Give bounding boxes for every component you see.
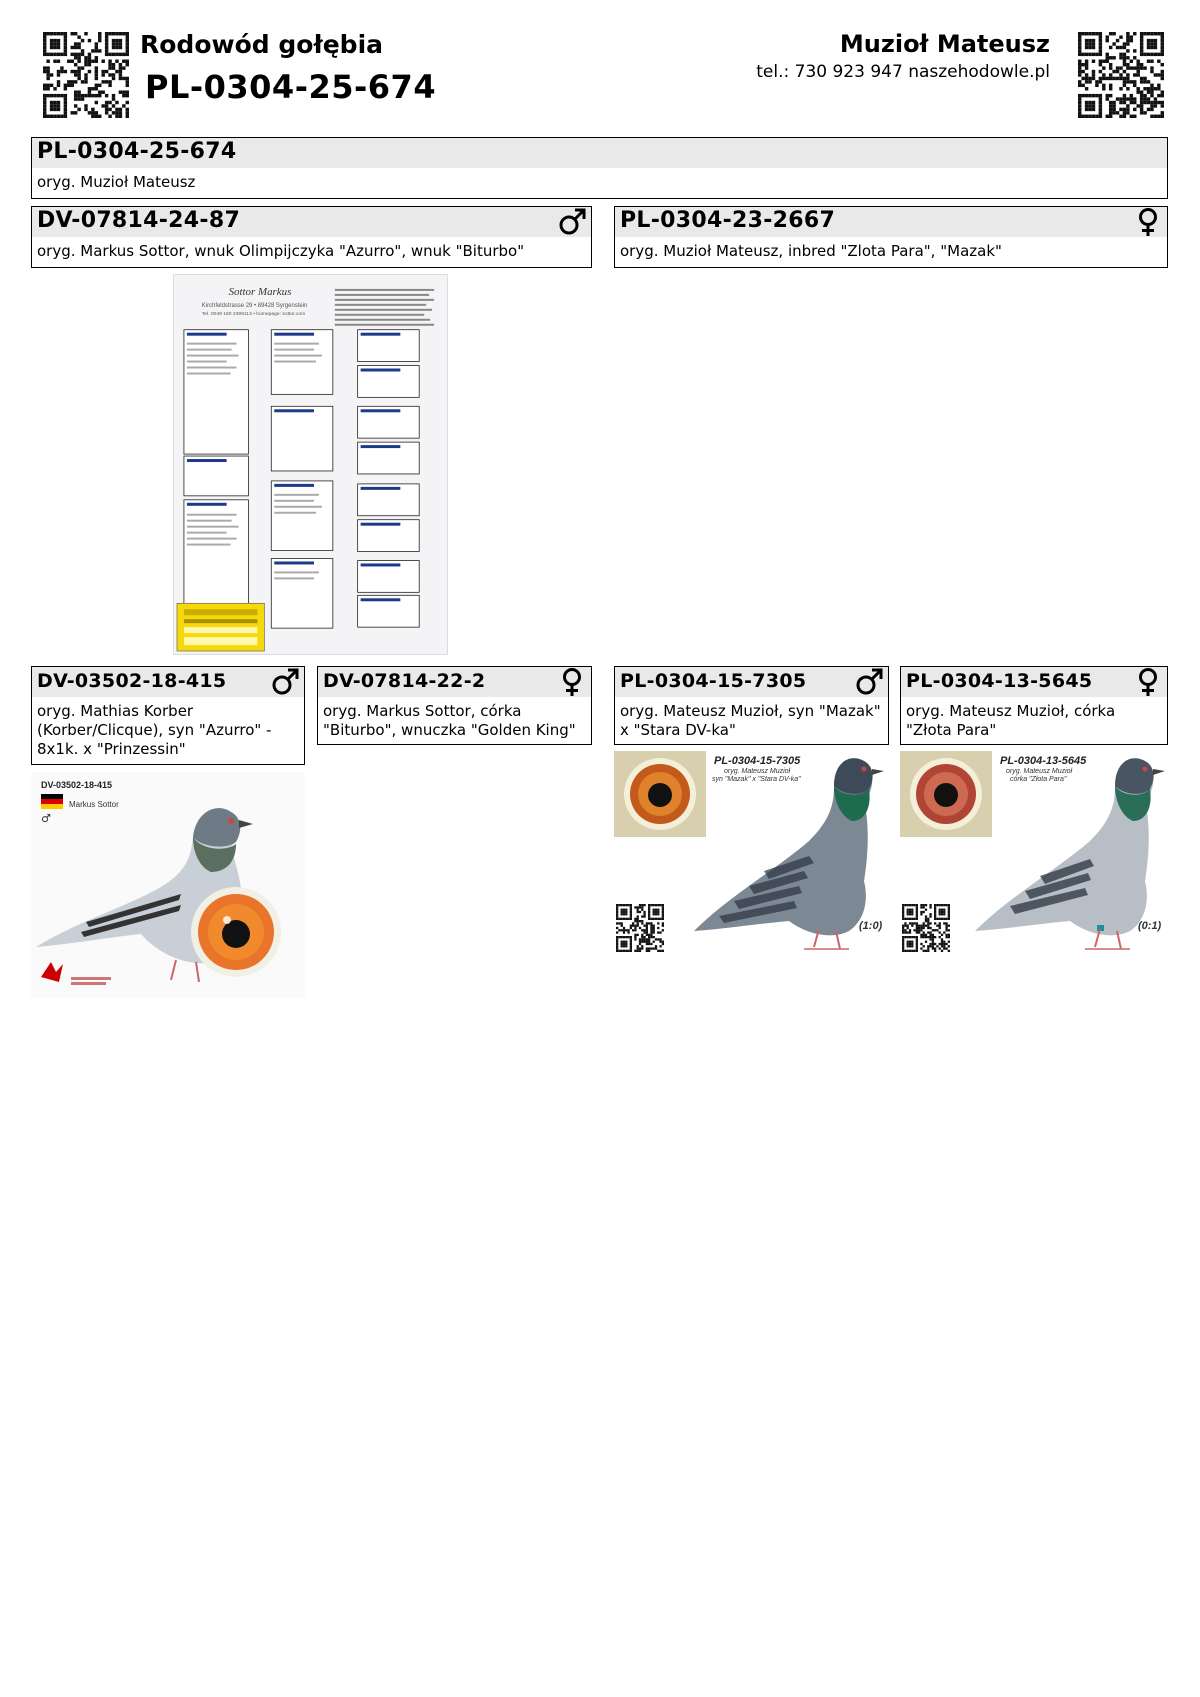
owner-name: Muzioł Mateusz	[839, 30, 1050, 58]
photo-1-ring-label: DV-03502-18-415	[41, 780, 113, 790]
grandparent-4-photo	[900, 751, 1168, 957]
qr-code-icon	[43, 32, 129, 118]
photo-4-line1: oryg. Mateusz Muzioł	[1006, 768, 1073, 775]
mother-card	[614, 206, 1168, 268]
qr-code-icon	[616, 904, 664, 952]
photo-4-ring-label: PL-0304-13-5645	[1000, 755, 1087, 767]
grandparent-2-ring: DV-07814-22-2	[323, 670, 486, 692]
father-desc: oryg. Markus Sottor, wnuk Olimpijczyka "Azurro", wnuk "Biturbo"	[37, 242, 525, 260]
grandparent-3-photo	[614, 751, 889, 957]
photo-3-line2: syn "Mazak" x "Stara DV-ka"	[712, 776, 801, 783]
grandparent-card-1	[31, 666, 305, 765]
grandparent-3-ring: PL-0304-15-7305	[620, 670, 807, 692]
grandparent-4-ring: PL-0304-13-5645	[906, 670, 1093, 692]
grandparent-1-ring: DV-03502-18-415	[37, 670, 227, 692]
main-pigeon-desc: oryg. Muzioł Mateusz	[37, 173, 196, 191]
female-icon	[1133, 207, 1163, 237]
pedigree-breeder-name: Sottor Markus	[228, 285, 292, 298]
owner-contact: tel.: 730 923 947 naszehodowle.pl	[756, 62, 1050, 82]
grandparent-card-2	[317, 666, 592, 745]
main-pigeon-card	[31, 137, 1168, 199]
male-icon: ♂	[41, 812, 51, 825]
female-icon	[1133, 667, 1163, 697]
father-pedigree-image	[173, 274, 448, 655]
photo-3-line1: oryg. Mateusz Muzioł	[724, 768, 791, 775]
mother-desc: oryg. Muzioł Mateusz, inbred "Zlota Para", "Mazak"	[620, 242, 1002, 260]
photo-1-breeder-label: Markus Sottor	[69, 800, 119, 809]
photo-4-score: (0:1)	[1138, 920, 1162, 932]
grandparent-4-desc: oryg. Mateusz Muzioł, córka "Złota Para"	[906, 702, 1116, 739]
photo-3-score: (1:0)	[859, 920, 883, 932]
qr-code-icon	[1078, 32, 1164, 118]
mother-ring: PL-0304-23-2667	[620, 208, 836, 233]
photo-4-line2: córka "Złota Para"	[1010, 776, 1067, 783]
header-ring-number: PL-0304-25-674	[145, 68, 437, 106]
main-pigeon-ring: PL-0304-25-674	[37, 139, 237, 164]
male-icon	[854, 667, 884, 697]
grandparent-1-desc: oryg. Mathias Korber (Korber/Clicque), syn "Azurro" - 8x1k. x "Prinzessin"	[37, 702, 272, 758]
father-ring: DV-07814-24-87	[37, 208, 241, 233]
male-icon	[557, 207, 587, 237]
qr-code-left	[43, 32, 129, 118]
grandparent-card-3	[614, 666, 889, 745]
grandparent-3-desc: oryg. Mateusz Muzioł, syn "Mazak" x "Stara DV-ka"	[620, 702, 881, 739]
page-title: Rodowód gołębia	[140, 30, 384, 59]
grandparent-2-desc: oryg. Markus Sottor, córka "Biturbo", wnuczka "Golden King"	[323, 702, 576, 739]
female-icon	[557, 667, 587, 697]
qr-code-right	[1078, 32, 1164, 118]
pedigree-phone: Tel. 0049 160 2399113 • homepage: sottor.com	[201, 311, 306, 317]
qr-code-icon	[902, 904, 950, 952]
grandparent-1-photo	[31, 772, 305, 998]
photo-3-ring-label: PL-0304-15-7305	[714, 755, 801, 767]
pedigree-address: Kirchfeldstrasse 29 • 89428 Syrgenstein	[201, 302, 308, 309]
grandparent-card-4	[900, 666, 1168, 745]
father-card	[31, 206, 592, 268]
male-icon	[270, 667, 300, 697]
